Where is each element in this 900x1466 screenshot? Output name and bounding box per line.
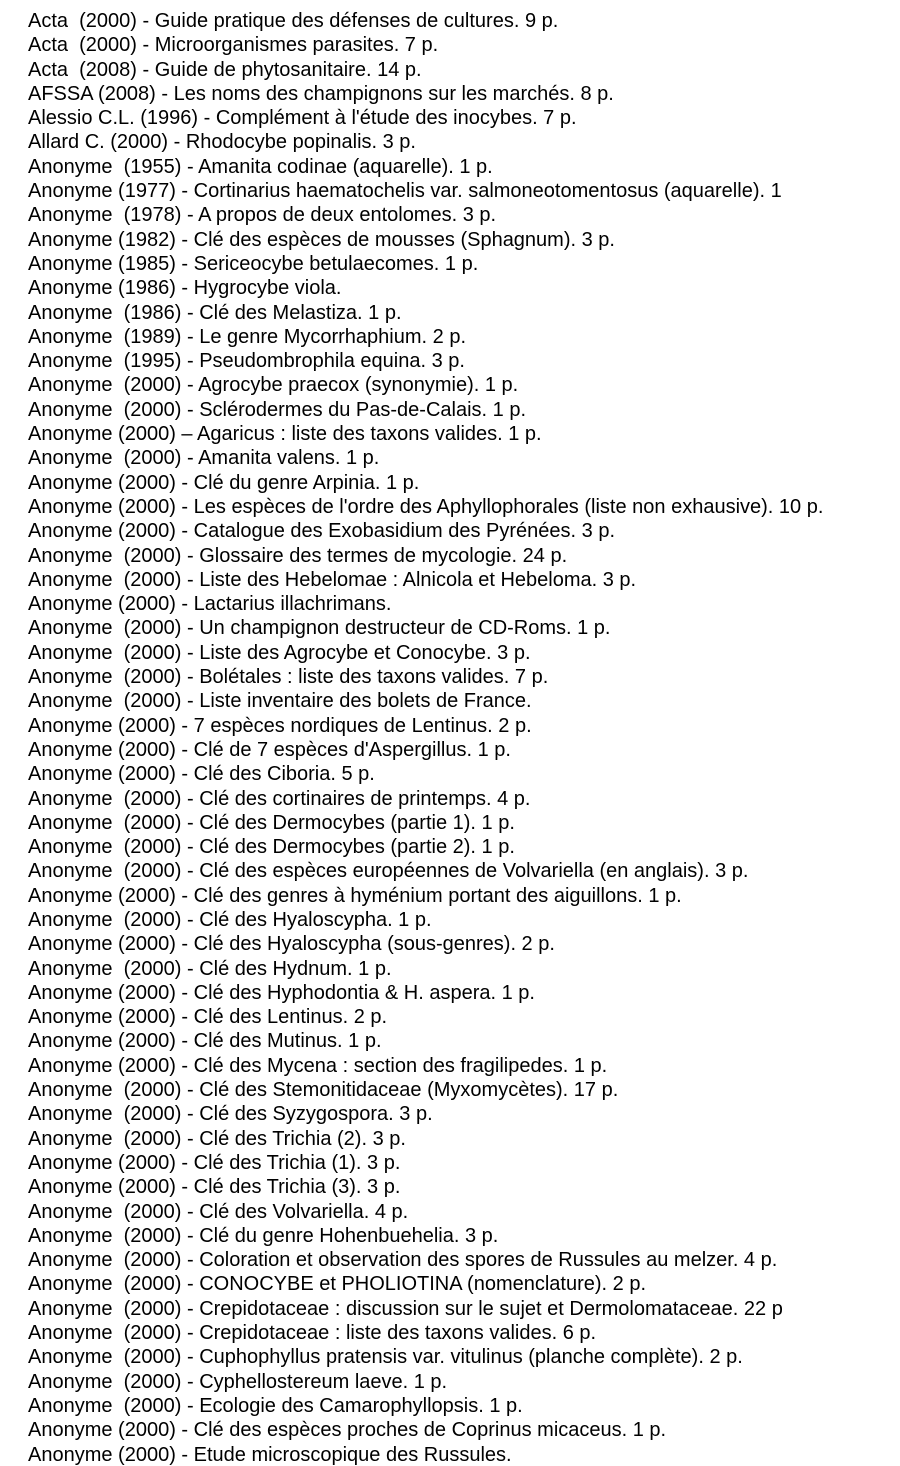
bibliography-entry: Anonyme (1986) - Hygrocybe viola. bbox=[28, 277, 342, 300]
bibliography-entry: Anonyme (2000) - Clé des cortinaires de printemps. 4 p. bbox=[28, 787, 531, 810]
bibliography-entry: Anonyme (2000) - Clé des Hyaloscypha. 1 p. bbox=[28, 908, 432, 931]
bibliography-entry: Anonyme (2000) - Clé des genres à hyménium portant des aiguillons. 1 p. bbox=[28, 884, 682, 907]
bibliography-entry: Anonyme (2000) - Sclérodermes du Pas-de-Calais. 1 p. bbox=[28, 398, 527, 421]
bibliography-entry: Anonyme (2000) - Clé des Hyphodontia & H. aspera. 1 p. bbox=[28, 981, 535, 1004]
bibliography-entry: Anonyme (2000) - Cyphellostereum laeve. 1 p. bbox=[28, 1370, 448, 1393]
bibliography-entry: Anonyme (2000) - CONOCYBE et PHOLIOTINA (nomenclature). 2 p. bbox=[28, 1273, 647, 1296]
bibliography-entry: Anonyme (1977) - Cortinarius haematochelis var. salmoneotomentosus (aquarelle). 1 bbox=[28, 180, 782, 203]
bibliography-entry: Anonyme (2000) - Bolétales : liste des taxons valides. 7 p. bbox=[28, 666, 549, 689]
bibliography-entry: Anonyme (2000) - Clé du genre Arpinia. 1 p. bbox=[28, 471, 420, 494]
bibliography-entry: Anonyme (2000) - Catalogue des Exobasidium des Pyrénées. 3 p. bbox=[28, 520, 616, 543]
bibliography-entry: Anonyme (2000) - Clé des Hyaloscypha (sous-genres). 2 p. bbox=[28, 933, 555, 956]
bibliography-entry: Anonyme (2000) - Agrocybe praecox (synonymie). 1 p. bbox=[28, 374, 519, 397]
bibliography-entry: Anonyme (2000) - Coloration et observation des spores de Russules au melzer. 4 p. bbox=[28, 1249, 778, 1272]
bibliography-entry: Anonyme (2000) - Liste des Hebelomae : Alnicola et Hebeloma. 3 p. bbox=[28, 568, 637, 591]
bibliography-entry: Anonyme (2000) - Clé du genre Hohenbuehelia. 3 p. bbox=[28, 1224, 499, 1247]
bibliography-entry: Anonyme (2000) - Liste des Agrocybe et Conocybe. 3 p. bbox=[28, 641, 531, 664]
bibliography-entry: Anonyme (2000) – Agaricus : liste des taxons valides. 1 p. bbox=[28, 423, 542, 446]
bibliography-entry: Anonyme (2000) - 7 espèces nordiques de Lentinus. 2 p. bbox=[28, 714, 532, 737]
bibliography-entry: Anonyme (2000) - Glossaire des termes de mycologie. 24 p. bbox=[28, 544, 568, 567]
bibliography-entry: Anonyme (2000) - Amanita valens. 1 p. bbox=[28, 447, 380, 470]
bibliography-entry: Anonyme (2000) - Clé de 7 espèces d'Aspergillus. 1 p. bbox=[28, 738, 511, 761]
bibliography-entry: Anonyme (2000) - Clé des Mycena : section des fragilipedes. 1 p. bbox=[28, 1054, 608, 1077]
bibliography-entry: Anonyme (2000) - Les espèces de l'ordre des Aphyllophorales (liste non exhausive). 10 p. bbox=[28, 495, 824, 518]
bibliography-entry: Anonyme (2000) - Clé des Trichia (2). 3 p. bbox=[28, 1127, 406, 1150]
bibliography-entry: Anonyme (2000) - Clé des Syzygospora. 3 p. bbox=[28, 1103, 433, 1126]
bibliography-entry: Anonyme (2000) - Cuphophyllus pratensis var. vitulinus (planche complète). 2 p. bbox=[28, 1346, 743, 1369]
bibliography-entry: AFSSA (2008) - Les noms des champignons sur les marchés. 8 p. bbox=[28, 82, 614, 105]
bibliography-entry: Anonyme (1955) - Amanita codinae (aquarelle). 1 p. bbox=[28, 155, 493, 178]
bibliography-entry: Anonyme (2000) - Crepidotaceae : liste des taxons valides. 6 p. bbox=[28, 1322, 597, 1345]
bibliography-entry: Anonyme (2000) - Clé des Volvariella. 4 p. bbox=[28, 1200, 409, 1223]
bibliography-entry: Anonyme (2000) - Clé des Mutinus. 1 p. bbox=[28, 1030, 382, 1053]
bibliography-entry: Acta (2000) - Microorganismes parasites. 7 p. bbox=[28, 34, 439, 57]
bibliography-entry: Anonyme (2000) - Clé des Trichia (1). 3 p. bbox=[28, 1151, 401, 1174]
bibliography-entry: Anonyme (1995) - Pseudombrophila equina. 3 p. bbox=[28, 350, 465, 373]
bibliography-entry: Anonyme (2000) - Clé des Ciboria. 5 p. bbox=[28, 763, 375, 786]
bibliography-entry: Anonyme (2000) - Clé des Hydnum. 1 p. bbox=[28, 957, 392, 980]
bibliography-entry: Anonyme (2000) - Clé des espèces européennes de Volvariella (en anglais). 3 p. bbox=[28, 860, 749, 883]
bibliography-entry: Anonyme (2000) - Clé des Lentinus. 2 p. bbox=[28, 1006, 388, 1029]
bibliography-entry: Anonyme (1978) - A propos de deux entolomes. 3 p. bbox=[28, 204, 497, 227]
bibliography-entry: Anonyme (2000) - Lactarius illachrimans. bbox=[28, 593, 392, 616]
bibliography-entry: Anonyme (2000) - Clé des Dermocybes (partie 1). 1 p. bbox=[28, 811, 515, 834]
bibliography-entry: Anonyme (2000) - Ecologie des Camarophyllopsis. 1 p. bbox=[28, 1394, 523, 1417]
bibliography-entry: Allard C. (2000) - Rhodocybe popinalis. 3 p. bbox=[28, 131, 416, 154]
bibliography-entry: Anonyme (2000) - Liste inventaire des bolets de France. bbox=[28, 690, 532, 713]
bibliography-entry: Anonyme (2000) - Etude microscopique des Russules. bbox=[28, 1443, 512, 1466]
bibliography-entry: Anonyme (2000) - Crepidotaceae : discussion sur le sujet et Dermolomataceae. 22 p bbox=[28, 1297, 783, 1320]
bibliography-entry: Anonyme (2000) - Clé des espèces proches de Coprinus micaceus. 1 p. bbox=[28, 1419, 667, 1442]
bibliography-entry: Anonyme (2000) - Un champignon destructeur de CD-Roms. 1 p. bbox=[28, 617, 611, 640]
bibliography-entry: Alessio C.L. (1996) - Complément à l'étude des inocybes. 7 p. bbox=[28, 107, 577, 130]
bibliography-entry-list bbox=[28, 9, 895, 1466]
bibliography-entry: Acta (2008) - Guide de phytosanitaire. 14 p. bbox=[28, 58, 422, 81]
bibliography-entry: Anonyme (1985) - Sericeocybe betulaecomes. 1 p. bbox=[28, 252, 479, 275]
bibliography-entry: Anonyme (1986) - Clé des Melastiza. 1 p. bbox=[28, 301, 402, 324]
bibliography-entry: Anonyme (1982) - Clé des espèces de mousses (Sphagnum). 3 p. bbox=[28, 228, 615, 251]
bibliography-entry: Anonyme (2000) - Clé des Trichia (3). 3 p. bbox=[28, 1176, 401, 1199]
bibliography-entry: Anonyme (2000) - Clé des Dermocybes (partie 2). 1 p. bbox=[28, 836, 515, 859]
bibliography-entry: Anonyme (1989) - Le genre Mycorrhaphium. 2 p. bbox=[28, 325, 466, 348]
bibliography-entry: Acta (2000) - Guide pratique des défenses de cultures. 9 p. bbox=[28, 10, 559, 32]
bibliography-entry: Anonyme (2000) - Clé des Stemonitidaceae (Myxomycètes). 17 p. bbox=[28, 1079, 619, 1102]
